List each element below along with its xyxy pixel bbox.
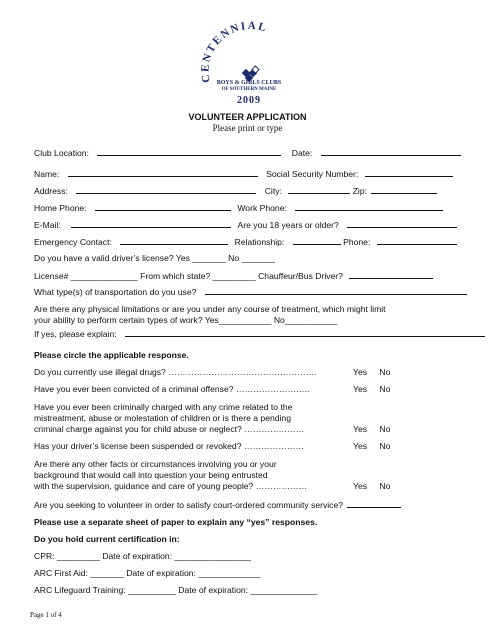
- facts-question-line2: background that would call into question your being entrusted: [34, 470, 268, 480]
- emergency-phone-field[interactable]: [377, 236, 457, 245]
- emergency-label: Emergency Contact:: [34, 237, 112, 247]
- club-location-row: [34, 147, 461, 159]
- city-field[interactable]: [288, 185, 350, 194]
- no-option[interactable]: No: [379, 481, 391, 491]
- abuse-question-line3: criminal charge against you for child abuse or neglect? …………………: [34, 424, 305, 434]
- drugs-response: [353, 367, 390, 378]
- abuse-response: [353, 424, 390, 435]
- chauffeur-field[interactable]: [349, 270, 433, 279]
- date-field[interactable]: [321, 147, 461, 156]
- name-field[interactable]: [68, 168, 258, 177]
- court-field[interactable]: [347, 499, 401, 508]
- logo-year: 2009: [237, 95, 261, 106]
- email-field[interactable]: [71, 219, 231, 228]
- home-phone-label: Home Phone:: [34, 203, 87, 213]
- criminal-response: [353, 384, 390, 395]
- drugs-question: Do you currently use illegal drugs? …………………………………………….: [34, 367, 317, 377]
- license-suspended-response: [353, 441, 390, 452]
- no-option[interactable]: No: [379, 384, 391, 394]
- emergency-row: [34, 236, 457, 248]
- email-row: [34, 219, 457, 231]
- page-subtitle: Please print or type: [212, 123, 283, 133]
- address-row: [34, 185, 437, 197]
- no-option[interactable]: No: [379, 441, 391, 451]
- criminal-question: Have you ever been convicted of a criminal offense? ……………………..: [34, 384, 310, 394]
- home-phone-field[interactable]: [95, 202, 231, 211]
- page-number: Page 1 of 4: [30, 611, 62, 619]
- license-question: Do you have a valid driver’s license? Yes _______ No _______: [34, 253, 275, 263]
- physical-question-line1: Are there any physical limitations or are you under any course of treatment, which might limit: [34, 304, 386, 314]
- name-row: [34, 168, 453, 180]
- emergency-field[interactable]: [120, 236, 228, 245]
- zip-label: Zip:: [352, 186, 367, 196]
- transport-field[interactable]: [205, 286, 467, 295]
- address-label: Address:: [34, 186, 68, 196]
- ssn-field[interactable]: [365, 168, 453, 177]
- club-location-label: Club Location:: [34, 148, 89, 158]
- relationship-field[interactable]: [293, 236, 341, 245]
- certification-heading: Do you hold current certification in:: [34, 534, 180, 544]
- arc-first-aid-row: ARC First Aid: _______ Date of expiration: _____________: [34, 568, 261, 578]
- court-row: [34, 499, 401, 511]
- email-label: E-Mail:: [34, 220, 61, 230]
- centennial-logo: [196, 20, 302, 112]
- relationship-label: Relationship:: [234, 237, 285, 247]
- abuse-question-line1: Have you ever been criminally charged with any crime related to the: [34, 402, 293, 412]
- cpr-row: CPR: _________ Date of expiration: ________________: [34, 551, 251, 561]
- phone-label: Phone:: [343, 237, 371, 247]
- license-suspended-question: Has your driver’s license been suspended or revoked? …………………: [34, 441, 305, 451]
- ssn-label: Social Security Number:: [266, 169, 359, 179]
- svg-text:CENTENNIAL: [199, 20, 269, 83]
- no-option[interactable]: No: [379, 424, 391, 434]
- if-yes-row: [34, 328, 485, 340]
- logo-line1: BOYS & GIRLS CLUBS: [216, 80, 282, 86]
- facts-question-line3: with the supervision, guidance and care of young people? ………………: [34, 481, 308, 491]
- facts-question-line1: Are there any other facts or circumstances involving you or your: [34, 459, 277, 469]
- facts-response: [353, 481, 390, 492]
- address-field[interactable]: [76, 185, 256, 194]
- phone-row: [34, 202, 443, 214]
- name-label: Name:: [34, 169, 60, 179]
- yes-option[interactable]: Yes: [353, 481, 368, 491]
- license-number-text: License# ______________ From which state? _________ Chauffeur/Bus Driver?: [34, 271, 343, 281]
- abuse-question-line2: mistreatment, abuse or molestation of children or is there a pending: [34, 413, 291, 423]
- transport-question: What type(s) of transportation do you use?: [34, 287, 197, 297]
- logo-line2: OF SOUTHERN MAINE: [221, 87, 277, 92]
- court-question: Are you seeking to volunteer in order to satisfy court-ordered community service?: [34, 500, 344, 510]
- work-phone-label: Work Phone:: [237, 203, 287, 213]
- physical-question-line2: your ability to perform certain types of work? Yes___________ No___________: [34, 315, 338, 325]
- no-option[interactable]: No: [379, 367, 391, 377]
- work-phone-field[interactable]: [295, 202, 443, 211]
- yes-option[interactable]: Yes: [353, 367, 368, 377]
- yes-option[interactable]: Yes: [353, 424, 368, 434]
- yes-option[interactable]: Yes: [353, 384, 368, 394]
- license-row: [34, 270, 433, 282]
- arc-lifeguard-row: ARC Lifeguard Training: __________ Date of expiration: ______________: [34, 585, 318, 595]
- if-yes-label: If yes, please explain:: [34, 329, 117, 339]
- yes-option[interactable]: Yes: [353, 441, 368, 451]
- age-field[interactable]: [347, 219, 457, 228]
- logo-arc-text: CENTENNIAL: [199, 20, 270, 84]
- date-label: Date:: [291, 148, 313, 158]
- age-question: Are you 18 years or older?: [237, 220, 339, 230]
- circle-heading: Please circle the applicable response.: [34, 350, 189, 360]
- zip-field[interactable]: [371, 185, 437, 194]
- page-title: VOLUNTEER APPLICATION: [188, 112, 307, 122]
- transport-row: [34, 286, 467, 298]
- explain-field[interactable]: [125, 328, 485, 337]
- city-label: City:: [264, 186, 282, 196]
- separate-sheet-note: Please use a separate sheet of paper to explain any “yes” responses.: [34, 517, 318, 527]
- club-location-field[interactable]: [97, 147, 281, 156]
